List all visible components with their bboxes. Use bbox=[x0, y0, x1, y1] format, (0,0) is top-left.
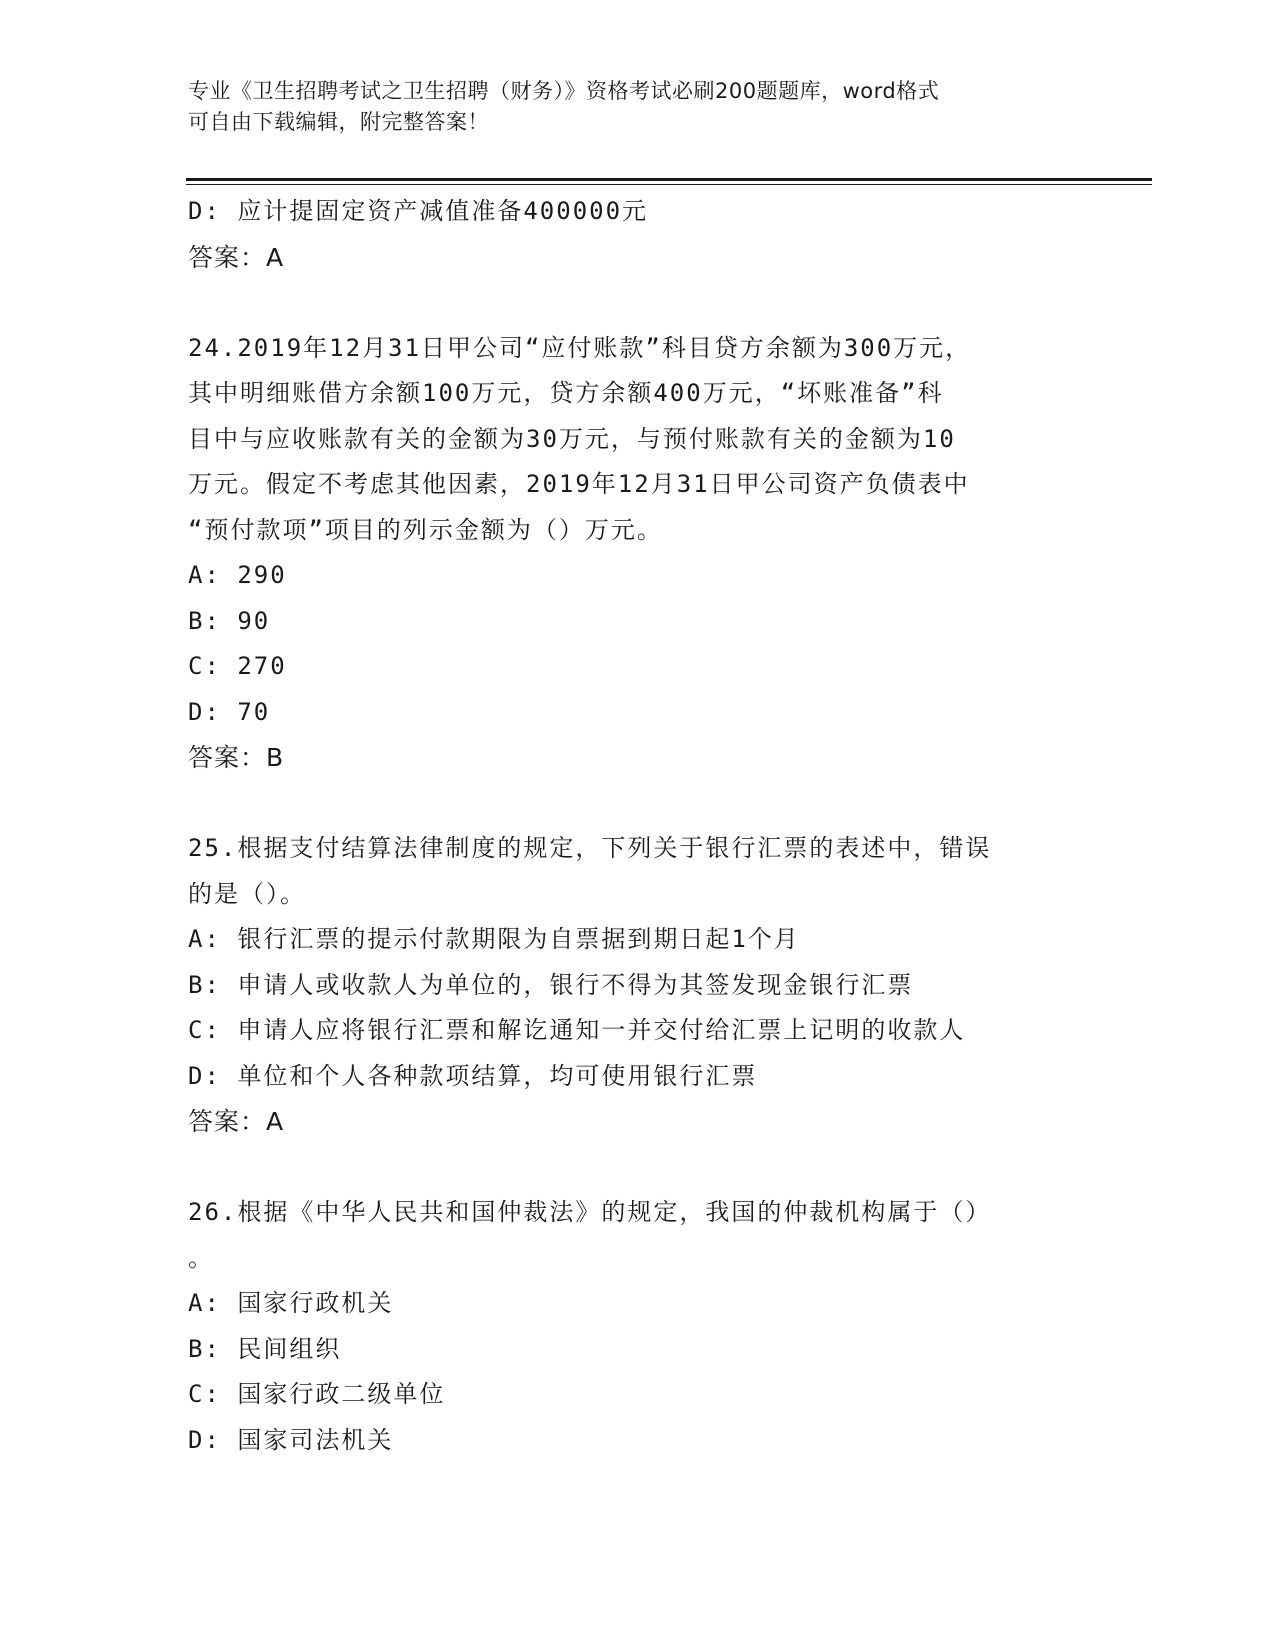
header-title-line-1: 专业《卫生招聘考试之卫生招聘（财务）》资格考试必刷200题题库，word格式 bbox=[188, 79, 940, 103]
page-header bbox=[188, 76, 1068, 138]
answer-line: 答案：B bbox=[188, 743, 285, 772]
question-stem-line: 其中明细账借方余额100万元，贷方余额400万元，“坏账准备”科 bbox=[188, 379, 944, 407]
header-divider-thin bbox=[186, 184, 1152, 185]
question-26 bbox=[188, 1190, 1088, 1463]
question-content bbox=[188, 189, 1088, 1463]
answer-line: 答案：A bbox=[188, 1107, 285, 1136]
question-stem-line: 。 bbox=[188, 1243, 214, 1272]
option-a: A: 国家行政机关 bbox=[188, 1289, 394, 1317]
option-b: B: 90 bbox=[188, 606, 271, 635]
option-a: A: 290 bbox=[188, 561, 287, 589]
option-c: C: 270 bbox=[188, 652, 287, 680]
spacer bbox=[188, 280, 1088, 326]
option-d: D: 国家司法机关 bbox=[188, 1425, 394, 1454]
header-title-line-2: 可自由下载编辑，附完整答案！ bbox=[188, 110, 489, 134]
spacer bbox=[188, 1145, 1088, 1191]
question-stem-line: 26.根据《中华人民共和国仲裁法》的规定，我国的仲裁机构属于（） bbox=[188, 1198, 992, 1226]
question-stem-line: 24.2019年12月31日甲公司“应付账款”科目贷方余额为300万元， bbox=[188, 333, 972, 362]
header-divider-thick bbox=[186, 178, 1152, 181]
option-c: C: 申请人应将银行汇票和解讫通知一并交付给汇票上记明的收款人 bbox=[188, 1016, 966, 1044]
option-d: D: 单位和个人各种款项结算，均可使用银行汇票 bbox=[188, 1061, 758, 1090]
question-24 bbox=[188, 326, 1088, 781]
option-d: D: 70 bbox=[188, 697, 271, 726]
answer-line: 答案：A bbox=[188, 242, 285, 272]
option-a: A: 银行汇票的提示付款期限为自票据到期日起1个月 bbox=[188, 925, 800, 953]
option-c: C: 国家行政二级单位 bbox=[188, 1380, 446, 1408]
question-stem-line: 目中与应收账款有关的金额为30万元，与预付账款有关的金额为10 bbox=[188, 424, 956, 453]
question-stem-line: 的是（）。 bbox=[188, 879, 306, 908]
question-stem-line: 25.根据支付结算法律制度的规定，下列关于银行汇票的表述中，错误 bbox=[188, 834, 992, 862]
question-stem-line: 万元。假定不考虑其他因素，2019年12月31日甲公司资产负债表中 bbox=[188, 470, 970, 498]
spacer bbox=[188, 781, 1088, 827]
option-b: B: 申请人或收款人为单位的，银行不得为其签发现金银行汇票 bbox=[188, 970, 914, 999]
option-b: B: 民间组织 bbox=[188, 1334, 342, 1363]
question-25 bbox=[188, 826, 1088, 1145]
option-d: D: 应计提固定资产减值准备400000元 bbox=[188, 197, 649, 225]
question-stem-line: “预付款项”项目的列示金额为（）万元。 bbox=[188, 515, 663, 544]
question-23-tail bbox=[188, 189, 1088, 280]
